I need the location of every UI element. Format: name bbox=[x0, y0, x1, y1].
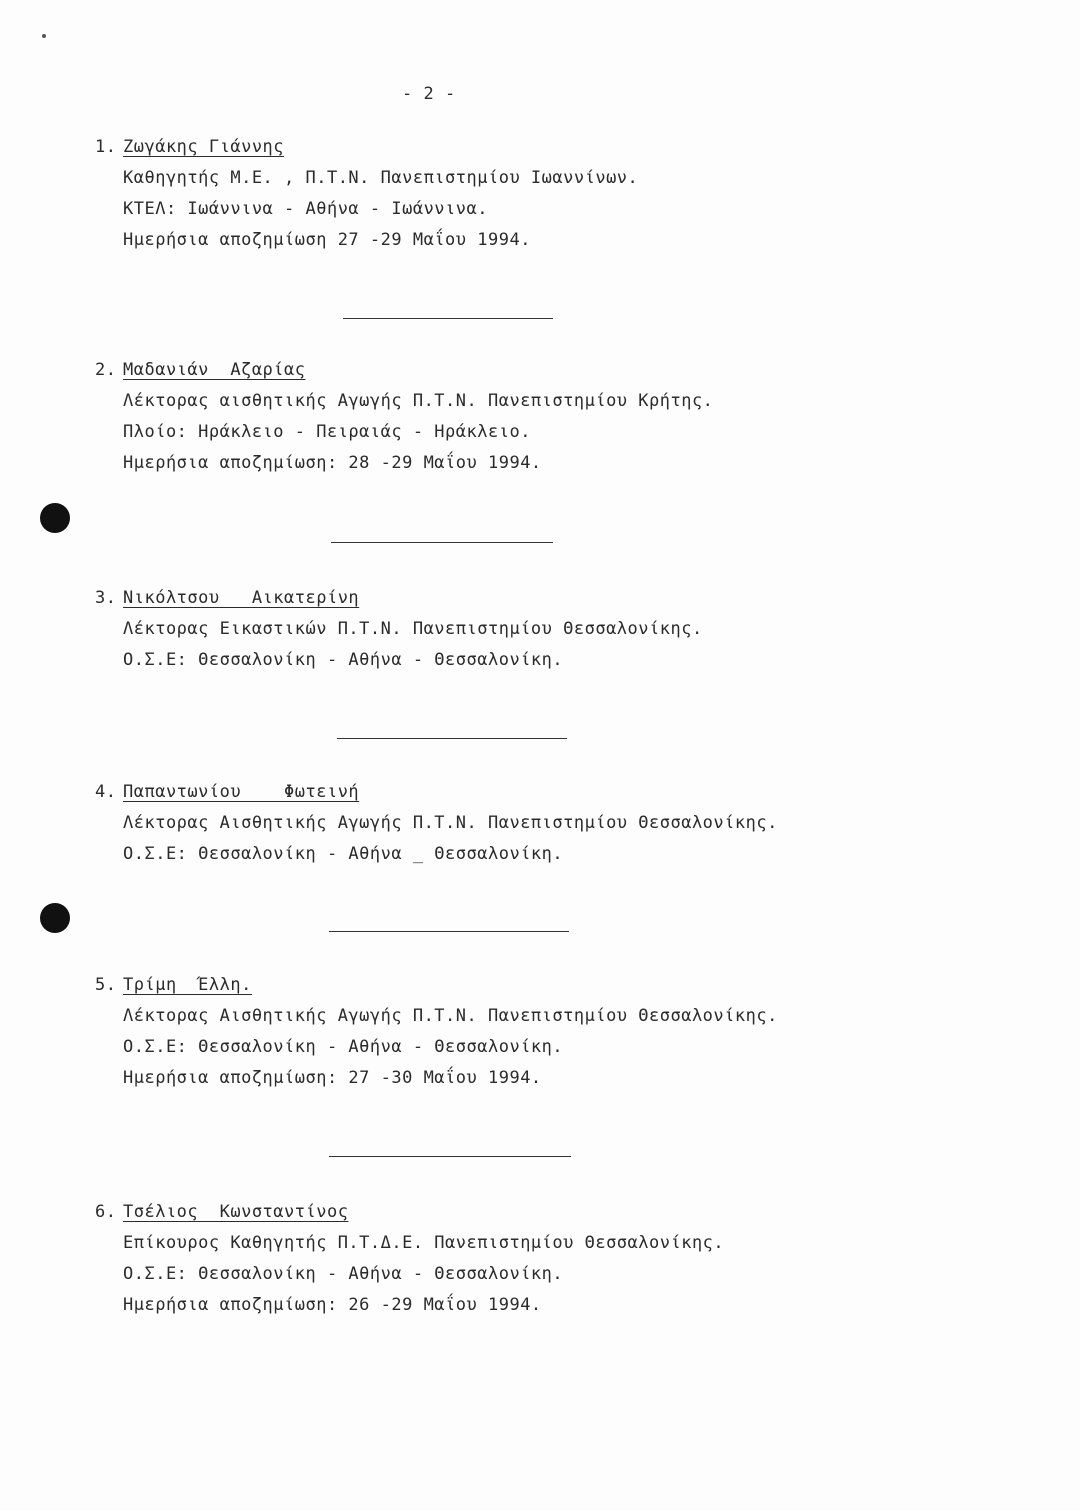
entry-heading bbox=[95, 132, 855, 163]
entry-number: 4. bbox=[95, 782, 117, 802]
entry-travel: Ο.Σ.Ε: Θεσσαλονίκη - Αθήνα - Θεσσαλονίκη. bbox=[123, 1037, 564, 1057]
list-item bbox=[95, 1197, 855, 1321]
entry-position: Λέκτορας αισθητικής Αγωγής Π.Τ.Ν. Πανεπιστημίου Κρήτης. bbox=[123, 391, 714, 411]
entry-heading bbox=[95, 970, 855, 1001]
entry-number: 5. bbox=[95, 975, 117, 995]
entry-allowance: Ημερήσια αποζημίωση: 26 -29 Μαΐου 1994. bbox=[123, 1295, 542, 1315]
page-number: - 2 - bbox=[402, 84, 456, 104]
separator-line bbox=[331, 542, 553, 543]
entry-name: Νικόλτσου Αικατερίνη bbox=[123, 588, 360, 608]
entry-position: Λέκτορας Αισθητικής Αγωγής Π.Τ.Ν. Πανεπιστημίου Θεσσαλονίκης. bbox=[123, 813, 778, 833]
entry-heading bbox=[95, 355, 855, 386]
entry-allowance: Ημερήσια αποζημίωση: 28 -29 Μαΐου 1994. bbox=[123, 453, 542, 473]
entry-number: 6. bbox=[95, 1202, 117, 1222]
entry-allowance: Ημερήσια αποζημίωση 27 -29 Μαΐου 1994. bbox=[123, 230, 531, 250]
list-item bbox=[95, 583, 855, 676]
scan-speck bbox=[42, 34, 46, 38]
entry-position: Καθηγητής Μ.Ε. , Π.Τ.Ν. Πανεπιστημίου Ιωαννίνων. bbox=[123, 168, 639, 188]
list-item bbox=[95, 355, 855, 479]
entry-name: Τσέλιος Κωνσταντίνος bbox=[123, 1202, 349, 1222]
entry-position: Λέκτορας Εικαστικών Π.Τ.Ν. Πανεπιστημίου Θεσσαλονίκης. bbox=[123, 619, 703, 639]
entry-travel: ΚΤΕΛ: Ιωάννινα - Αθήνα - Ιωάννινα. bbox=[123, 199, 488, 219]
entry-number: 2. bbox=[95, 360, 117, 380]
entry-allowance: Ημερήσια αποζημίωση: 27 -30 Μαΐου 1994. bbox=[123, 1068, 542, 1088]
entry-number: 3. bbox=[95, 588, 117, 608]
entry-heading bbox=[95, 1197, 855, 1228]
entry-travel: Ο.Σ.Ε: Θεσσαλονίκη - Αθήνα - Θεσσαλονίκη. bbox=[123, 1264, 564, 1284]
entry-travel: Πλοίο: Ηράκλειο - Πειραιάς - Ηράκλειο. bbox=[123, 422, 531, 442]
list-item bbox=[95, 777, 855, 870]
separator-line bbox=[337, 738, 567, 739]
separator-line bbox=[329, 931, 569, 932]
list-item bbox=[95, 132, 855, 256]
entry-travel: Ο.Σ.Ε: Θεσσαλονίκη - Αθήνα - Θεσσαλονίκη. bbox=[123, 650, 564, 670]
entry-position: Επίκουρος Καθηγητής Π.Τ.Δ.Ε. Πανεπιστημίου Θεσσαλονίκης. bbox=[123, 1233, 725, 1253]
punch-hole bbox=[40, 903, 70, 933]
entry-name: Μαδανιάν Αζαρίας bbox=[123, 360, 306, 380]
entry-travel: Ο.Σ.Ε: Θεσσαλονίκη - Αθήνα _ Θεσσαλονίκη. bbox=[123, 844, 564, 864]
entry-name: Παπαντωνίου Φωτεινή bbox=[123, 782, 360, 802]
entry-heading bbox=[95, 777, 855, 808]
entry-name: Τρίμη Έλλη. bbox=[123, 975, 252, 995]
entry-heading bbox=[95, 583, 855, 614]
punch-hole bbox=[40, 503, 70, 533]
separator-line bbox=[343, 318, 553, 319]
entry-number: 1. bbox=[95, 137, 117, 157]
list-item bbox=[95, 970, 855, 1094]
entry-name: Ζωγάκης Γιάννης bbox=[123, 137, 285, 157]
separator-line bbox=[329, 1156, 571, 1157]
entry-position: Λέκτορας Αισθητικής Αγωγής Π.Τ.Ν. Πανεπιστημίου Θεσσαλονίκης. bbox=[123, 1006, 778, 1026]
